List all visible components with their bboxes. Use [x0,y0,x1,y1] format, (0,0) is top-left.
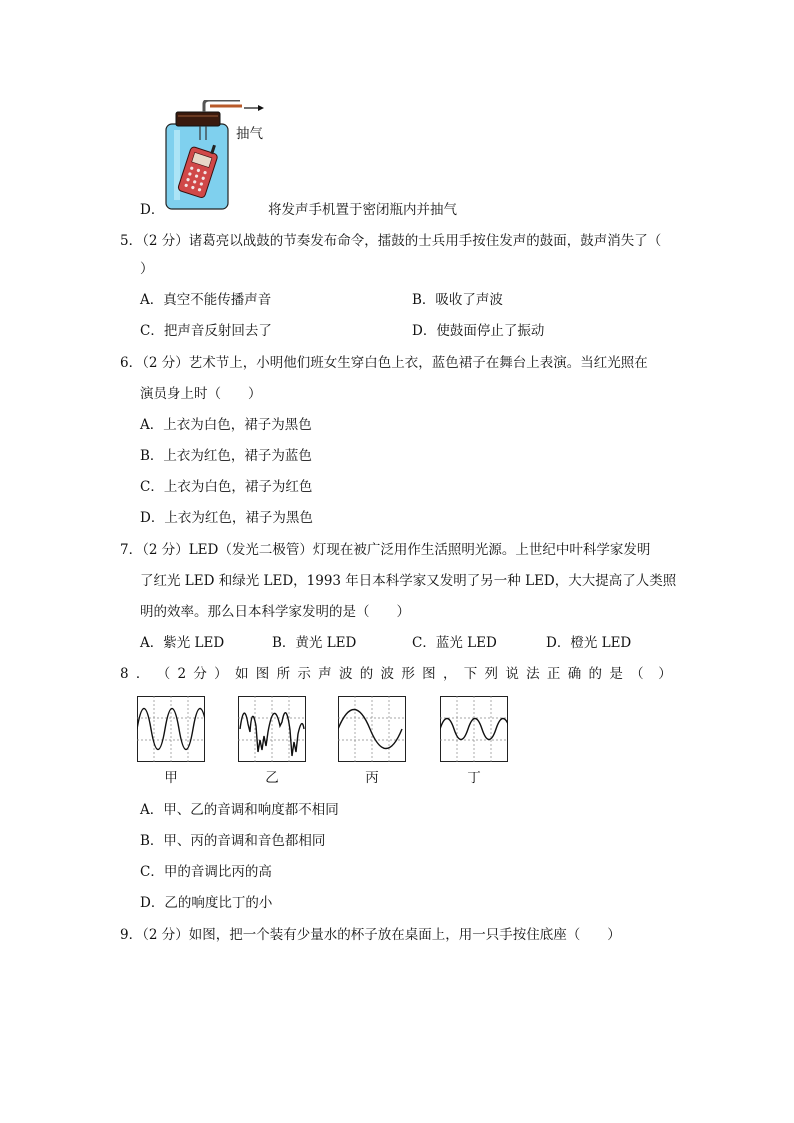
q8-stem-char: 列 [484,666,499,682]
q6-stem-line1: 6．（2 分）艺术节上，小明他们班女生穿白色上衣，蓝色裙子在舞台上表演。当红光照在 [120,355,648,371]
q8-stem-char: 图 [255,666,270,682]
q5-option-d[interactable]: D．使鼓面停止了振动 [412,323,545,339]
q8-stem-char: ． [135,666,150,682]
q8-stem-char: （ [156,666,171,682]
q7-option-c[interactable]: C．蓝光 LED [412,635,497,651]
q7-stem-line2: 了红光 LED 和绿光 LED，1993 年日本科学家又发明了另一种 LED，大大提高了人类照 [140,573,677,589]
q7-stem-line3: 明的效率。那么日本科学家发明的是（ ） [140,604,410,620]
q8-stem [120,665,672,683]
q8-stem-char: 声 [318,666,332,682]
q8-stem-char: 2 [177,666,187,682]
q8-stem-char: 形 [401,666,415,682]
q8-stem-char: 确 [567,666,582,682]
q5-stem-line1: 5．（2 分）诸葛亮以战鼓的节奏发布命令，擂鼓的士兵用手按住发声的鼓面，鼓声消失了（ [120,233,662,249]
q4d-illustration [160,100,280,212]
q6-option-a[interactable]: A．上衣为白色，裙子为黑色 [140,417,312,433]
sealed-bottle-phone-figure [160,100,280,212]
q8-stem-char: 的 [359,666,374,682]
q4d-arrow-label: 抽气 [236,126,263,142]
q8-stem-char: 正 [546,666,561,682]
q8-stem-char: 下 [463,666,478,682]
q8-stem-char: 法 [526,666,540,682]
q7-option-b[interactable]: B．黄光 LED [272,635,357,651]
q6-option-d[interactable]: D．上衣为红色，裙子为黑色 [140,510,313,526]
q8-stem-char: 的 [588,666,603,682]
waveform-label-ding: 丁 [467,770,481,786]
q8-stem-char: 如 [234,666,249,682]
q8-option-a[interactable]: A．甲、乙的音调和响度都不相同 [140,802,339,818]
q8-stem-char: ） [658,666,672,682]
q8-stem-char: ， [442,666,457,682]
waveform-jia [137,696,205,766]
q6-option-b[interactable]: B．上衣为红色，裙子为蓝色 [140,448,312,464]
bottle-cap [176,112,220,126]
q5-option-b[interactable]: B．吸收了声波 [412,292,503,308]
q8-stem-char: 示 [297,666,311,682]
q8-option-d[interactable]: D．乙的响度比丁的小 [140,895,273,911]
q8-stem-char: 图 [422,666,436,682]
q7-option-a[interactable]: A．紫光 LED [140,635,225,651]
q5-option-c[interactable]: C．把声音反射回去了 [140,323,272,339]
q8-stem-char: 所 [276,666,291,682]
q8-stem-char: 波 [338,666,353,682]
q6-stem-line2: 演员身上时（ ） [140,386,262,402]
q8-stem-char: （ [630,666,644,682]
q5-option-a[interactable]: A．真空不能传播声音 [140,292,272,308]
q4d-caption: 将发声手机置于密闭瓶内并抽气 [268,202,457,218]
waveform-label-bing: 丙 [365,770,379,786]
waveform-ding [440,696,508,766]
q8-stem-char: 分 [193,666,207,682]
waveform-label-yi: 乙 [265,770,279,786]
q8-option-c[interactable]: C．甲的音调比丙的高 [140,864,272,880]
q8-stem-char: 8 [120,666,129,682]
waveform-bing [338,696,406,766]
q8-stem-char: 说 [505,666,519,682]
waveform-yi [238,696,306,766]
q7-option-d[interactable]: D．橙光 LED [546,635,632,651]
waveform-label-jia: 甲 [164,770,178,786]
q6-option-c[interactable]: C．上衣为白色，裙子为红色 [140,479,313,495]
q8-stem-char: ） [214,666,228,682]
q7-stem-line1: 7．（2 分）LED（发光二极管）灯现在被广泛用作生活照明光源。上世纪中叶科学家发明 [120,542,651,558]
q8-stem-char: 是 [609,666,623,682]
q5-stem-line2: ） [140,261,154,277]
q4d-option-letter: D． [140,202,165,218]
q9-stem-line1: 9．（2 分）如图，把一个装有少量水的杯子放在桌面上，用一只手按住底座（ ） [120,927,621,943]
q8-stem-char: 波 [380,666,395,682]
q8-option-b[interactable]: B．甲、丙的音调和音色都相同 [140,833,326,849]
